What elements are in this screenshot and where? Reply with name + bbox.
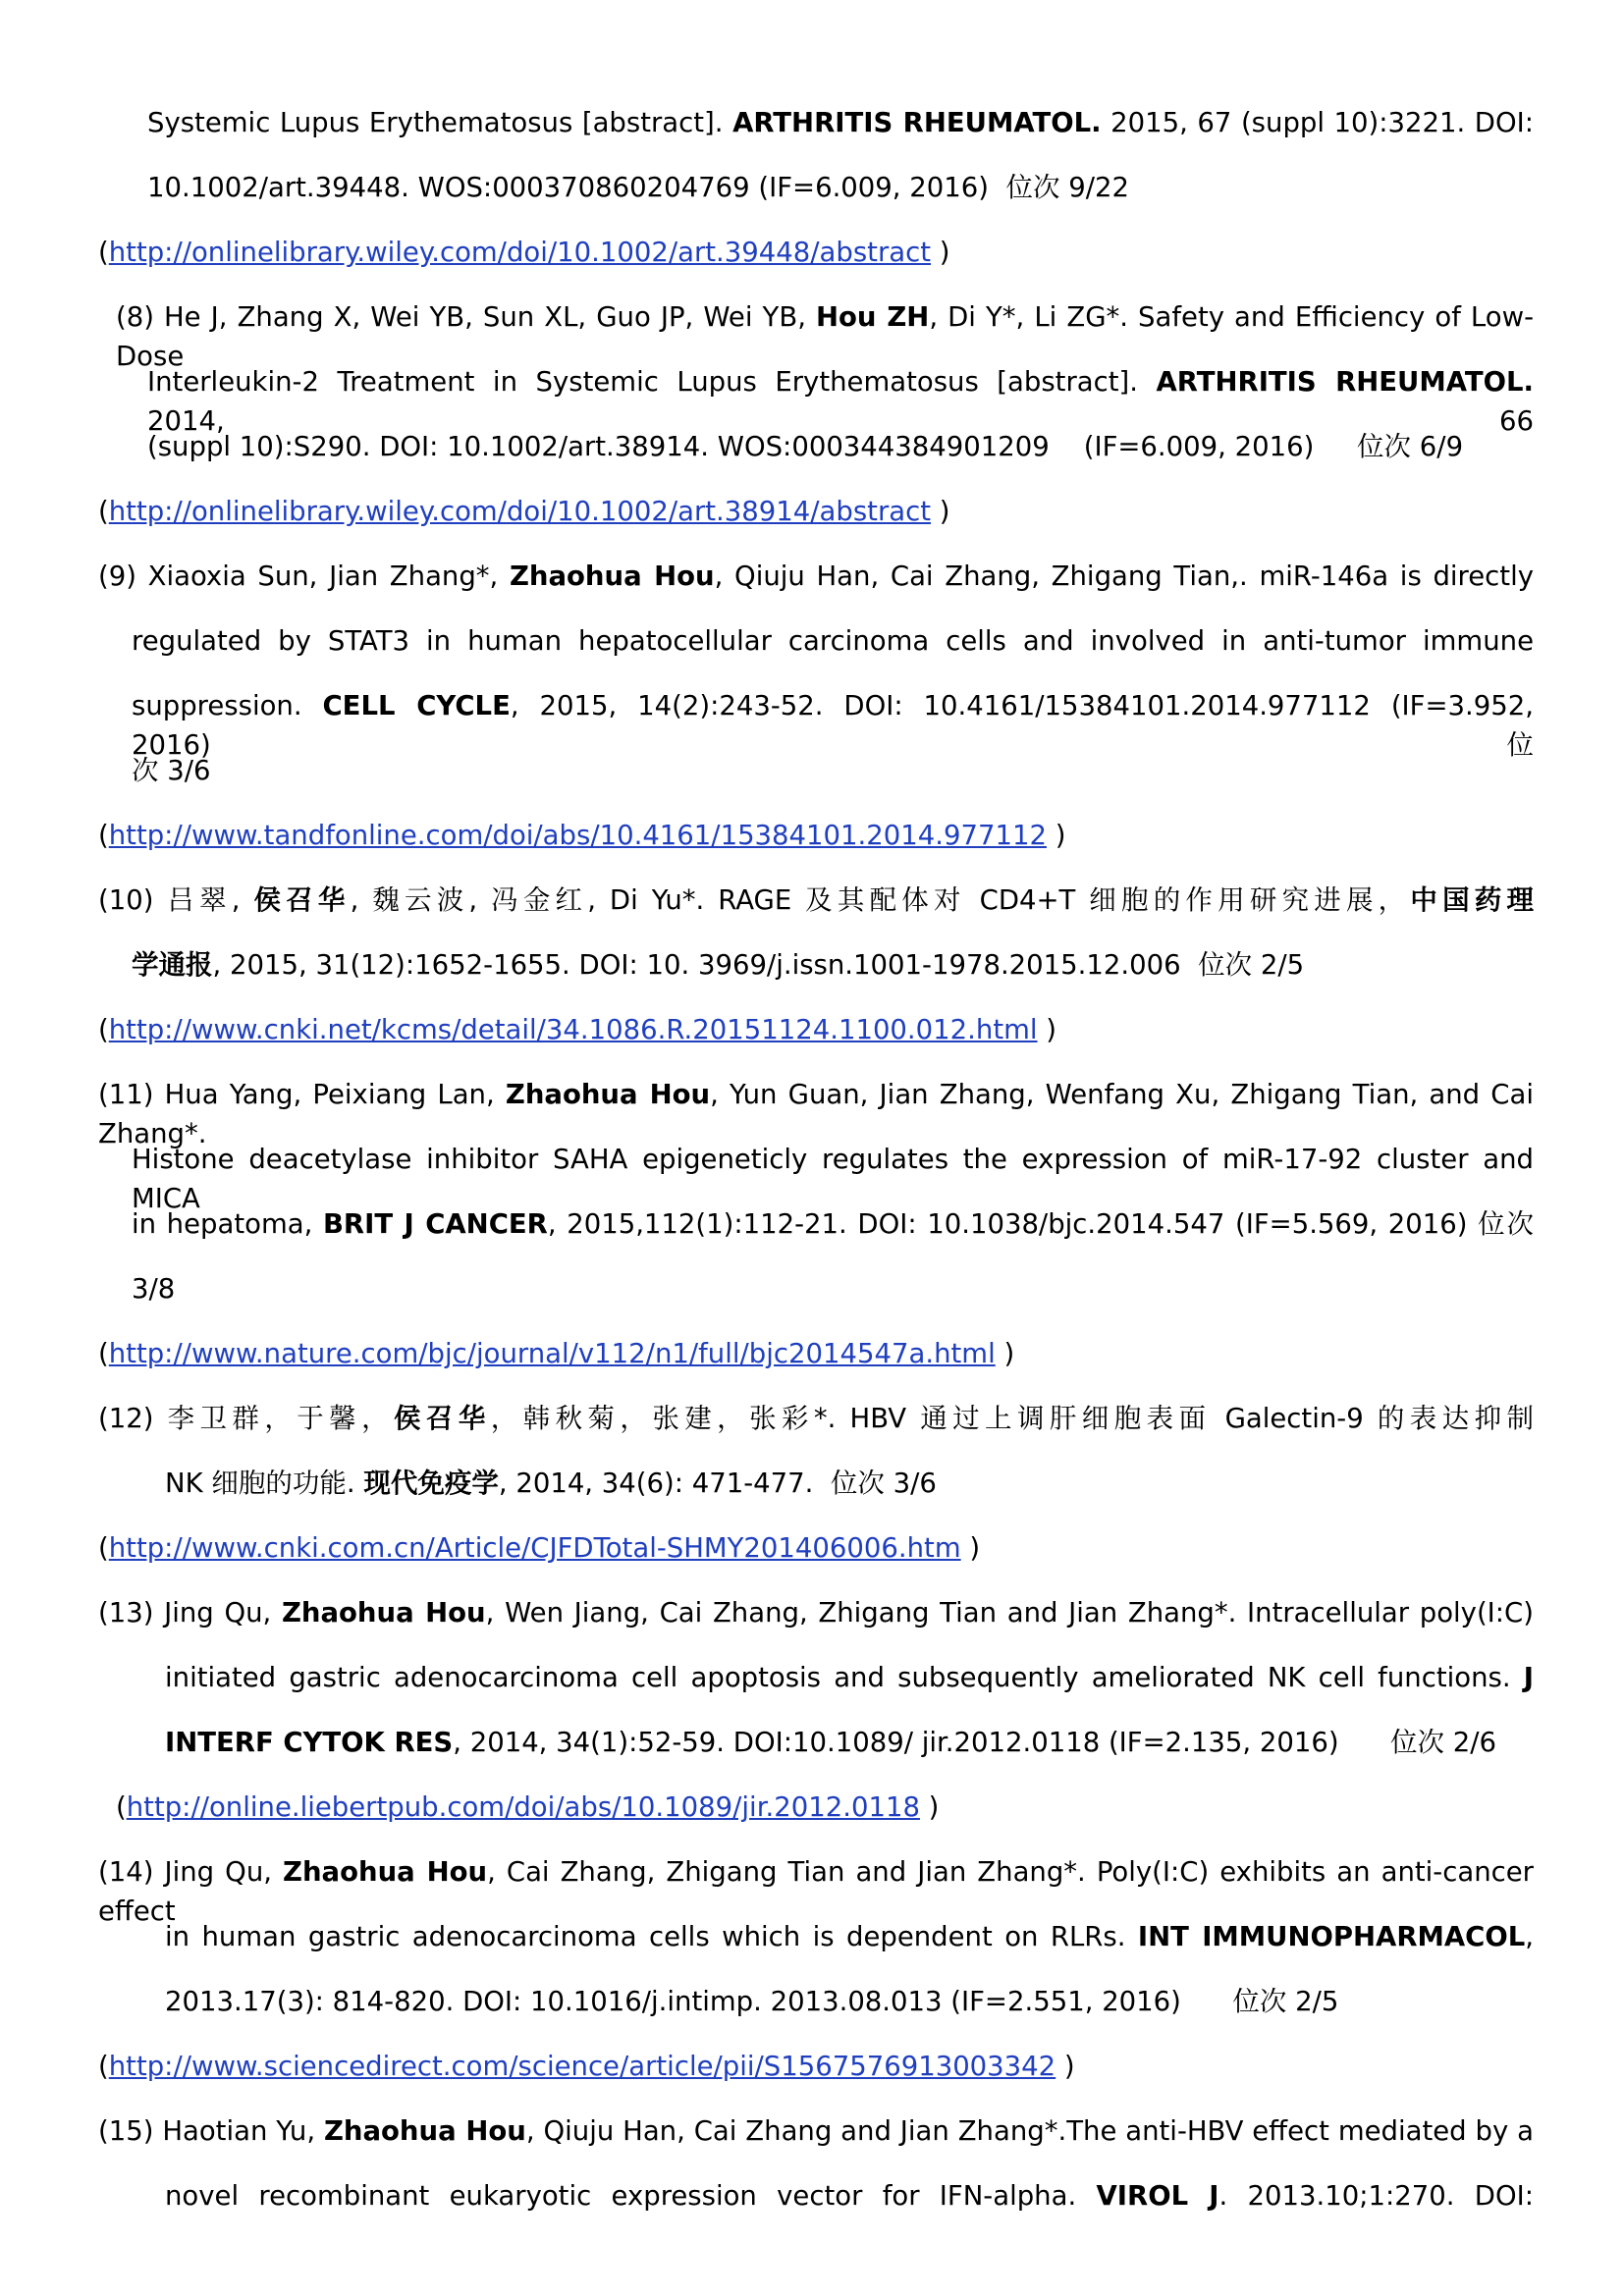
reference-link[interactable]: http://www.nature.com/bjc/journal/v112/n1/full/bjc2014547a.html xyxy=(108,1338,996,1369)
text-line xyxy=(165,1658,1534,1697)
text-segment: (11) Hua Yang, Peixiang Lan, xyxy=(98,1079,506,1110)
bold-text: 中国药理 xyxy=(1410,884,1534,916)
text-line xyxy=(132,945,1304,985)
text-segment: (15) Haotian Yu, xyxy=(98,2115,324,2147)
bold-text: VIROL J xyxy=(1096,2180,1219,2212)
text-segment: ) xyxy=(1046,820,1066,851)
text-segment: , 2015,112(1):112-21. DOI: 10.1038/bjc.2014.547 (IF=5.569, 2016) 位次 xyxy=(547,1208,1534,1240)
text-segment: ) xyxy=(1037,1014,1057,1045)
text-line xyxy=(98,1399,1534,1438)
text-line xyxy=(165,1917,1534,1956)
text-line xyxy=(98,557,1534,596)
text-segment: ( xyxy=(98,2051,109,2082)
reference-link[interactable]: http://online.liebertpub.com/doi/abs/10.1089/jir.2012.0118 xyxy=(126,1791,920,1823)
text-line xyxy=(132,1269,175,1308)
text-segment: (12) 李卫群，于馨， xyxy=(98,1403,395,1434)
text-line xyxy=(165,1723,1496,1762)
text-segment: (9) Xiaoxia Sun, Jian Zhang*, xyxy=(98,561,510,592)
text-segment: , 2015, 14(2):243-52. DOI: 10.4161/15384101.2014.977112 (IF=3.952, 2016) 位 xyxy=(132,690,1534,761)
bold-text: Zhaohua Hou xyxy=(281,1597,486,1629)
bold-text: Zhaohua Hou xyxy=(323,2115,526,2147)
reference-link[interactable]: http://www.cnki.com.cn/Article/CJFDTotal-SHMY201406006.htm xyxy=(108,1532,961,1564)
text-segment: ( xyxy=(98,820,109,851)
text-segment: (suppl 10):S290. DOI: 10.1002/art.38914. WOS:000344384901209 (IF=6.009, 2016) 位次 6/9 xyxy=(147,431,1464,462)
text-line xyxy=(147,168,1129,207)
text-segment: (10) 吕翠, xyxy=(98,884,254,916)
text-segment: ( xyxy=(116,1791,127,1823)
text-segment: ) xyxy=(960,1532,981,1564)
bold-text: BRIT J CANCER xyxy=(322,1208,548,1240)
text-segment: 10.1002/art.39448. WOS:000370860204769 (IF=6.009, 2016) 位次 9/22 xyxy=(147,172,1129,203)
reference-link[interactable]: http://www.tandfonline.com/doi/abs/10.4161/15384101.2014.977112 xyxy=(108,820,1047,851)
text-line xyxy=(132,1204,1534,1244)
text-segment: (8) He J, Zhang X, Wei YB, Sun XL, Guo JP, Wei YB, xyxy=(116,301,816,333)
bold-text: 侯召华 xyxy=(253,884,351,916)
text-segment: NK 细胞的功能. xyxy=(165,1468,364,1499)
bold-text: 现代免疫学 xyxy=(363,1468,499,1499)
text-line xyxy=(98,1010,1056,1049)
text-line xyxy=(98,816,1065,855)
text-segment: 2015, 67 (suppl 10):3221. DOI: xyxy=(1101,107,1534,138)
text-line xyxy=(116,1788,939,1827)
bold-text: Zhaohua Hou xyxy=(509,561,715,592)
text-line xyxy=(98,233,950,272)
bold-text: J xyxy=(1523,1662,1534,1693)
text-segment: , Qiuju Han, Cai Zhang and Jian Zhang*.The anti-HBV effect mediated by a xyxy=(525,2115,1534,2147)
text-segment: (14) Jing Qu, xyxy=(98,1856,284,1888)
text-segment: ) xyxy=(919,1791,940,1823)
text-segment: regulated by STAT3 in human hepatocellular carcinoma cells and involved in anti-tumor immune xyxy=(132,625,1534,657)
text-segment: 3/8 xyxy=(132,1273,176,1305)
text-segment: , 2015, 31(12):1652-1655. DOI: 10. 3969/j.issn.1001-1978.2015.12.006 位次 2/5 xyxy=(212,949,1305,981)
reference-link[interactable]: http://onlinelibrary.wiley.com/doi/10.1002/art.38914/abstract xyxy=(108,496,932,527)
text-segment: ( xyxy=(98,1532,109,1564)
text-line xyxy=(98,492,950,531)
bold-text: INTERF CYTOK RES xyxy=(165,1727,454,1758)
text-segment: ) xyxy=(931,496,950,527)
text-line xyxy=(98,881,1534,920)
text-line xyxy=(98,2047,1075,2086)
text-line xyxy=(98,1528,980,1568)
text-segment: in human gastric adenocarcinoma cells which is dependent on RLRs. xyxy=(165,1921,1138,1952)
text-line xyxy=(132,621,1534,661)
text-segment: initiated gastric adenocarcinoma cell apoptosis and subsequently ameliorated NK cell functions. xyxy=(165,1662,1524,1693)
text-segment: . 2013.10;1:270. DOI: xyxy=(1218,2180,1534,2212)
text-segment: Systemic Lupus Erythematosus [abstract]. xyxy=(147,107,733,138)
bold-text: 侯召华 xyxy=(394,1403,491,1434)
text-line xyxy=(132,751,211,790)
text-segment: , 2014, 34(1):52-59. DOI:10.1089/ jir.2012.0118 (IF=2.135, 2016) 位次 2/6 xyxy=(453,1727,1497,1758)
bold-text: CELL CYCLE xyxy=(322,690,511,721)
bold-text: Zhaohua Hou xyxy=(505,1079,711,1110)
text-segment: Histone deacetylase inhibitor SAHA epigeneticly regulates the expression of miR-17-92 cluster and MICA xyxy=(132,1144,1534,1214)
text-segment: (13) Jing Qu, xyxy=(98,1597,282,1629)
text-segment: ) xyxy=(1056,2051,1075,2082)
text-segment: ( xyxy=(98,1014,109,1045)
text-line xyxy=(98,1334,1014,1373)
text-line xyxy=(165,1982,1338,2021)
text-segment: , Cai Zhang, Zhigang Tian and Jian Zhang*. Poly(I:C) exhibits an anti-cancer effect xyxy=(98,1856,1534,1927)
text-segment: ，韩秋菊，张建，张彩*. HBV 通过上调肝细胞表面 Galectin-9 的表达抑制 xyxy=(490,1403,1535,1434)
text-segment: , Yun Guan, Jian Zhang, Wenfang Xu, Zhigang Tian, and Cai Zhang*. xyxy=(98,1079,1535,1149)
bold-text: Zhaohua Hou xyxy=(283,1856,488,1888)
text-segment: 2013.17(3): 814-820. DOI: 10.1016/j.intimp. 2013.08.013 (IF=2.551, 2016) 位次 2/5 xyxy=(165,1986,1339,2017)
text-line xyxy=(98,2111,1534,2151)
text-segment: ( xyxy=(98,496,109,527)
text-segment: ( xyxy=(98,237,109,268)
text-segment: ) xyxy=(995,1338,1015,1369)
text-segment: , 2014, 34(6): 471-477. 位次 3/6 xyxy=(498,1468,937,1499)
text-line xyxy=(147,103,1534,142)
bold-text: Hou ZH xyxy=(816,301,930,333)
text-segment: in hepatoma, xyxy=(132,1208,323,1240)
text-segment: Interleukin-2 Treatment in Systemic Lupus Erythematosus [abstract]. xyxy=(147,366,1157,398)
bold-text: 学通报 xyxy=(132,949,213,981)
text-line xyxy=(147,427,1463,466)
text-segment: 2014, 66 xyxy=(147,405,1534,437)
text-segment: ( xyxy=(98,1338,109,1369)
text-segment: , Qiuju Han, Cai Zhang, Zhigang Tian,. miR-146a is directly xyxy=(714,561,1534,592)
reference-link[interactable]: http://www.cnki.net/kcms/detail/34.1086.R.20151124.1100.012.html xyxy=(108,1014,1038,1045)
reference-link[interactable]: http://www.sciencedirect.com/science/article/pii/S1567576913003342 xyxy=(108,2051,1056,2082)
bold-text: ARTHRITIS RHEUMATOL. xyxy=(1156,366,1534,398)
text-segment: ) xyxy=(931,237,950,268)
bold-text: ARTHRITIS RHEUMATOL. xyxy=(732,107,1102,138)
reference-link[interactable]: http://onlinelibrary.wiley.com/doi/10.1002/art.39448/abstract xyxy=(108,237,932,268)
text-line xyxy=(165,1464,937,1503)
text-segment: , Di Y*, Li ZG*. Safety and Efficiency of Low-Dose xyxy=(116,301,1535,372)
text-segment: , 魏云波, 冯金红, Di Yu*. RAGE 及其配体对 CD4+T 细胞的作用研究进展， xyxy=(350,884,1411,916)
bold-text: INT IMMUNOPHARMACOL xyxy=(1137,1921,1526,1952)
text-segment: novel recombinant eukaryotic expression vector for IFN-alpha. xyxy=(165,2180,1097,2212)
text-segment: 次 3/6 xyxy=(132,755,211,786)
text-segment: , Wen Jiang, Cai Zhang, Zhigang Tian and Jian Zhang*. Intracellular poly(I:C) xyxy=(485,1597,1534,1629)
text-line xyxy=(98,1593,1534,1632)
text-segment: , xyxy=(1525,1921,1534,1952)
text-line xyxy=(165,2176,1534,2216)
text-segment: suppression. xyxy=(132,690,323,721)
text-line xyxy=(132,686,1534,765)
